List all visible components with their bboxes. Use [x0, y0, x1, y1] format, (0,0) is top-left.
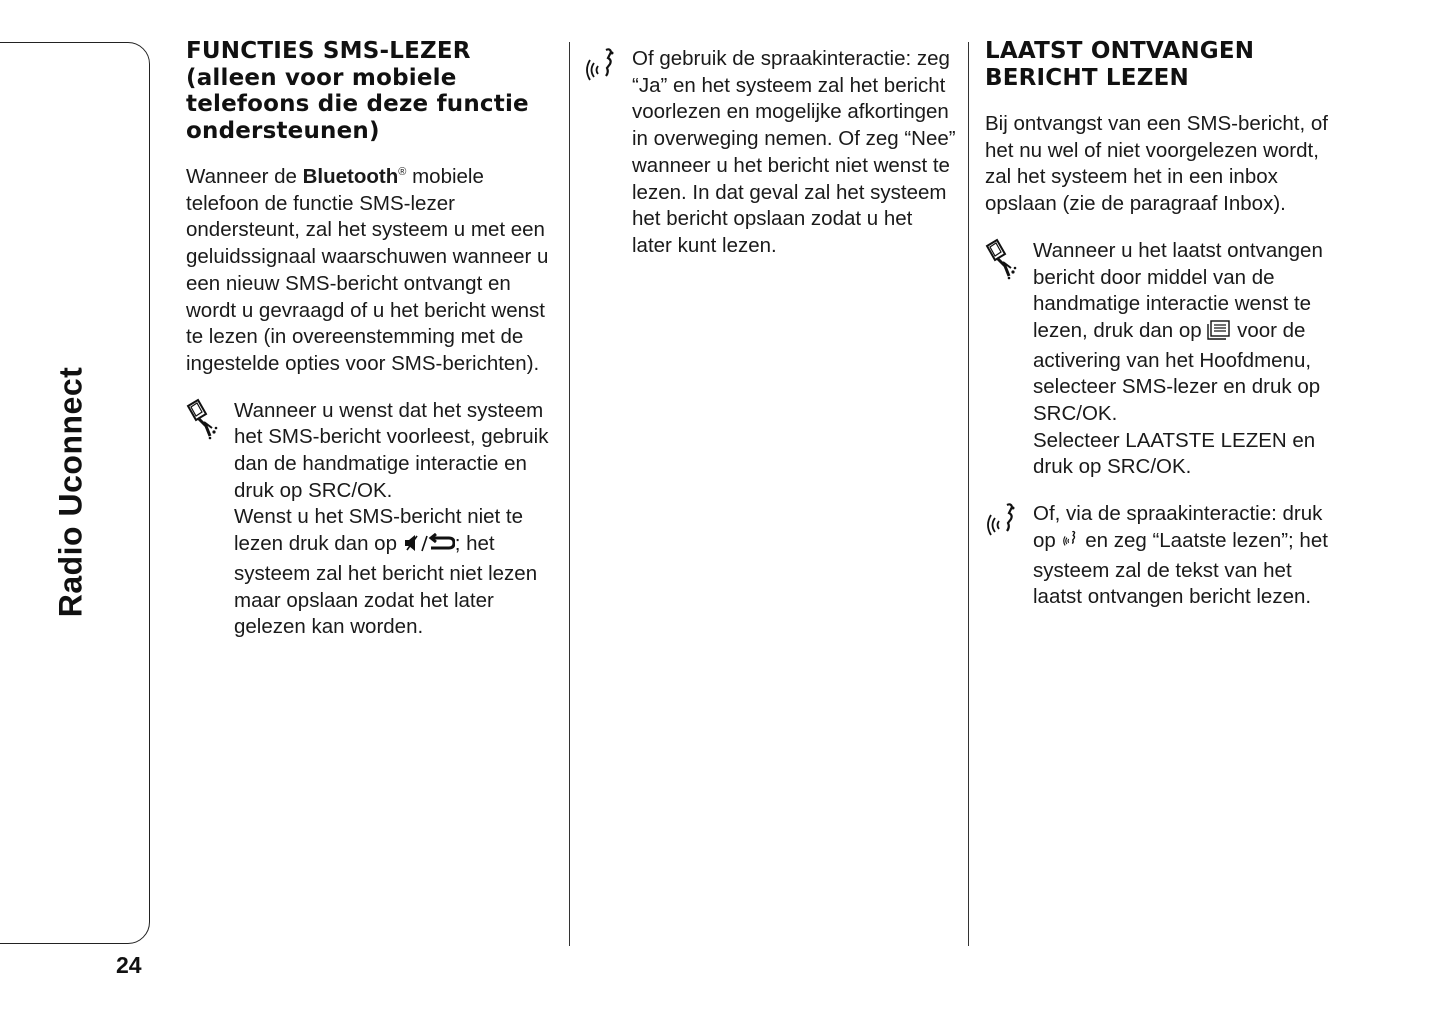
- manual-note: [985, 238, 1345, 481]
- manual-note-text-2: Wenst u het SMS-bericht niet te lezen druk dan op ; het systeem zal het bericht niet lezen maar opslaan zodat het later gelezen kan worden.: [234, 505, 538, 639]
- voice-note: [985, 501, 1345, 611]
- column-divider: [968, 42, 969, 946]
- column-divider: [569, 42, 570, 946]
- mute-back-icon: [403, 533, 455, 561]
- voice-note-text: Of, via de spraakinteractie: druk op en zeg “Laatste lezen”; het systeem zal de tekst van het laatst ontvangen bericht lezen.: [1033, 502, 1328, 609]
- section-heading: FUNCTIES SMS-LEZER (alleen voor mobiele telefoons die deze functie ondersteunen): [186, 38, 529, 144]
- column-left: [186, 38, 556, 641]
- page-number: 24: [116, 952, 142, 978]
- voice-note-text: Of gebruik de spraakinteractie: zeg “Ja” en het systeem zal het bericht voorlezen en mogelijke afkortingen in overweging nemen. Of zeg “Nee” wanneer u het bericht niet wenst te lezen. In dat geval zal het systeem het bericht opslaan zodat u het later kunt lezen.: [632, 47, 956, 257]
- voice-icon: [584, 46, 622, 90]
- intro-paragraph: Wanneer de Bluetooth® mobiele telefoon de functie SMS-lezer ondersteunt, zal het systeem u met een geluidssignaal waarschuwen wanneer u een nieuw SMS-bericht ontvangt en wordt u gevraagd of u het bericht wenst te lezen (in overeenstemming met de ingestelde opties voor SMS-berichten).: [186, 165, 549, 375]
- menu-icon: [1207, 320, 1231, 348]
- manual-note-text: Wanneer u wenst dat het systeem het SMS-bericht voorleest, gebruik dan de handmatige interactie en druk op SRC/OK.: [234, 398, 549, 502]
- manual-note-text: Wanneer u het laatst ontvangen bericht door middel van de handmatige interactie wenst te lezen, druk dan op voor de activering van het Hoofdmenu, selecteer SMS-lezer en druk op SRC/OK.: [1033, 238, 1323, 426]
- voice-icon: [985, 501, 1023, 545]
- section-heading: LAATST ONTVANGEN BERICHT LEZEN: [985, 38, 1255, 91]
- chapter-title: Radio Uconnect: [52, 366, 89, 618]
- intro-paragraph: Bij ontvangst van een SMS-bericht, of het nu wel of niet voorgelezen wordt, zal het systeem het in een inbox opslaan (zie de paragraaf Inbox).: [985, 112, 1328, 216]
- column-right: [985, 38, 1345, 611]
- manual-hand-icon: [985, 238, 1023, 282]
- manual-hand-icon: [186, 398, 224, 442]
- manual-note-text-2: Selecteer LAATSTE LEZEN en druk op SRC/OK.: [1033, 428, 1316, 479]
- manual-note: [186, 398, 556, 641]
- column-middle: [584, 46, 956, 260]
- voice-icon: [1062, 530, 1080, 558]
- voice-note: [584, 46, 956, 260]
